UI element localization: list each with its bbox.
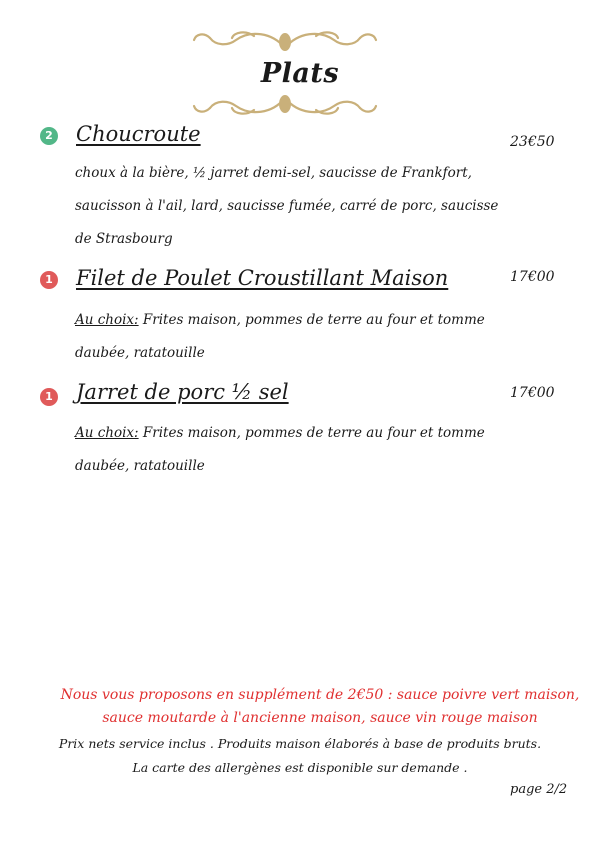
dish-name: Choucroute xyxy=(76,122,201,146)
prices-note: Prix nets service inclus . Produits maison élaborés à base de produits bruts. xyxy=(58,736,542,751)
choice-options: Frites maison, pommes de terre au four et tomme daubée, ratatouille xyxy=(75,312,485,361)
dish-price: 17€00 xyxy=(510,269,555,285)
choice-label: Au choix: xyxy=(75,425,139,441)
choice-label: Au choix: xyxy=(75,312,139,328)
dish-description xyxy=(75,417,505,483)
dish-price: 17€00 xyxy=(510,385,555,401)
dish-name: Jarret de porc ½ sel xyxy=(76,380,289,404)
page-number: page 2/2 xyxy=(510,782,568,797)
dish-name: Filet de Poulet Croustillant Maison xyxy=(76,266,449,290)
badge-allergen: 1 xyxy=(40,271,58,289)
dish-description xyxy=(75,304,505,370)
sauce-supplement-note: Nous vous proposons en supplément de 2€50 : sauce poivre vert maison, sauce moutarde à l'ancienne maison, sauce vin rouge maison xyxy=(60,687,580,726)
dish-description: choux à la bière, ½ jarret demi-sel, saucisse de Frankfort, saucisson à l'ail, lard, saucisse fumée, carré de porc, saucisse de Strasbourg xyxy=(75,165,499,247)
badge-allergen: 2 xyxy=(40,127,58,145)
allergens-note: La carte des allergènes est disponible sur demande . xyxy=(132,760,468,775)
page-title: Plats xyxy=(260,58,340,89)
dish-price: 23€50 xyxy=(510,134,555,150)
ornament-top-icon xyxy=(190,28,380,54)
badge-allergen: 1 xyxy=(40,388,58,406)
ornament-bottom-icon xyxy=(190,92,380,118)
choice-options: Frites maison, pommes de terre au four et tomme daubée, ratatouille xyxy=(75,425,485,474)
